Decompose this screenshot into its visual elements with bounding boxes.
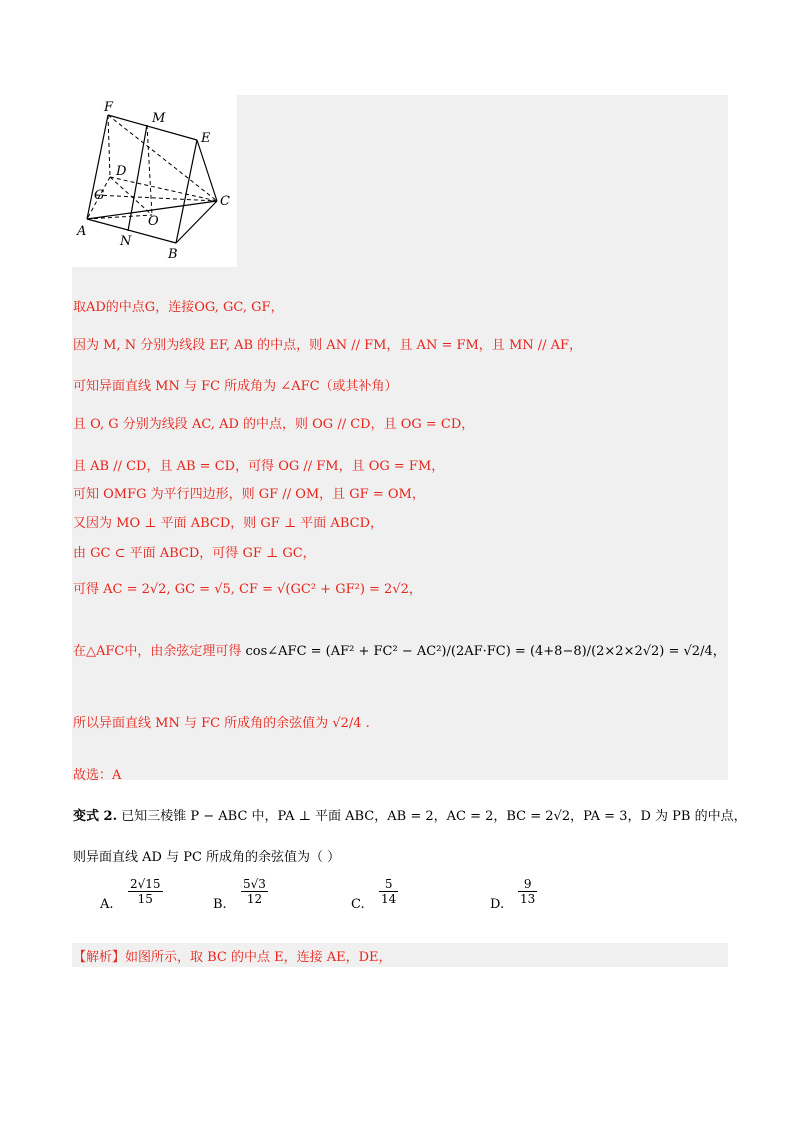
solution-line-11: 所以异面直线 MN 与 FC 所成角的余弦值为 √2/4 . [73, 716, 370, 731]
choice-b-fraction [241, 877, 268, 906]
label-o: O [148, 214, 159, 229]
label-a: A [77, 224, 87, 239]
solution-line-3: 可知异面直线 MN 与 FC 所成角为 ∠AFC（或其补角） [73, 379, 398, 394]
choice-d-letter: D. [490, 897, 505, 912]
problem-title: 变式 2. [73, 809, 118, 824]
label-f: F [104, 100, 114, 115]
choice-c-fraction [379, 877, 398, 906]
geometry-figure [72, 95, 237, 267]
solution-line-1: 取AD的中点G，连接OG, GC, GF， [73, 300, 284, 315]
label-c: C [220, 194, 230, 209]
choice-b-letter: B. [213, 897, 227, 912]
solution-line-7: 又因为 MO ⊥ 平面 ABCD，则 GF ⊥ 平面 ABCD， [73, 516, 383, 531]
label-b: B [168, 247, 178, 262]
cosine-formula: cos∠AFC = (AF² + FC² − AC²)/(2AF·FC) = (4+8−8)/(2×2×2√2) = √2/4， [245, 644, 726, 659]
choice-b-denominator: 12 [246, 892, 263, 906]
solution-line-9: 可得 AC = 2√2, GC = √5, CF = √(GC² + GF²) = 2√2， [73, 582, 422, 597]
choice-b-numerator: 5√3 [243, 877, 266, 891]
choice-d-denominator: 13 [520, 892, 536, 906]
answer-line: 故选：A [73, 768, 122, 783]
problem-question: 则异面直线 AD 与 PC 所成角的余弦值为（ ） [73, 850, 341, 865]
choice-a-numerator: 2√15 [130, 877, 161, 891]
label-n: N [120, 234, 132, 249]
choice-d-numerator: 9 [518, 877, 537, 892]
label-m: M [152, 111, 166, 126]
cosine-law-prefix: 在△AFC中，由余弦定理可得 [73, 644, 242, 659]
label-d: D [116, 164, 127, 179]
solution-line-2: 因为 M, N 分别为线段 EF, AB 的中点，则 AN // FM，且 AN = FM，且 MN // AF， [73, 338, 583, 353]
solution-line-8: 由 GC ⊂ 平面 ABCD，可得 GF ⊥ GC， [73, 546, 316, 561]
choice-c-letter: C. [351, 897, 365, 912]
choice-a-letter: A. [100, 897, 114, 912]
label-e: E [201, 131, 211, 146]
solution-line-5: 且 AB // CD，且 AB = CD，可得 OG // FM，且 OG = FM， [73, 459, 445, 474]
problem-text-1: 已知三棱锥 P − ABC 中，PA ⊥ 平面 ABC，AB = 2，AC = 2，BC = 2√2，PA = 3，D 为 PB 的中点， [121, 809, 747, 824]
choice-c-numerator: 5 [379, 877, 398, 892]
choice-a-fraction [128, 877, 163, 906]
problem-statement [73, 805, 747, 824]
choice-a-denominator: 15 [137, 892, 153, 906]
solution-line-10 [73, 640, 726, 659]
analysis-line: 【解析】如图所示，取 BC 的中点 E，连接 AE，DE， [73, 950, 392, 965]
choice-c-denominator: 14 [381, 892, 397, 906]
choice-d-fraction [518, 877, 537, 906]
solution-line-4: 且 O, G 分别为线段 AC, AD 的中点，则 OG // CD，且 OG = CD， [73, 417, 475, 432]
solution-line-6: 可知 OMFG 为平行四边形，则 GF // OM，且 GF = OM， [73, 487, 425, 502]
label-g: G [94, 188, 105, 203]
